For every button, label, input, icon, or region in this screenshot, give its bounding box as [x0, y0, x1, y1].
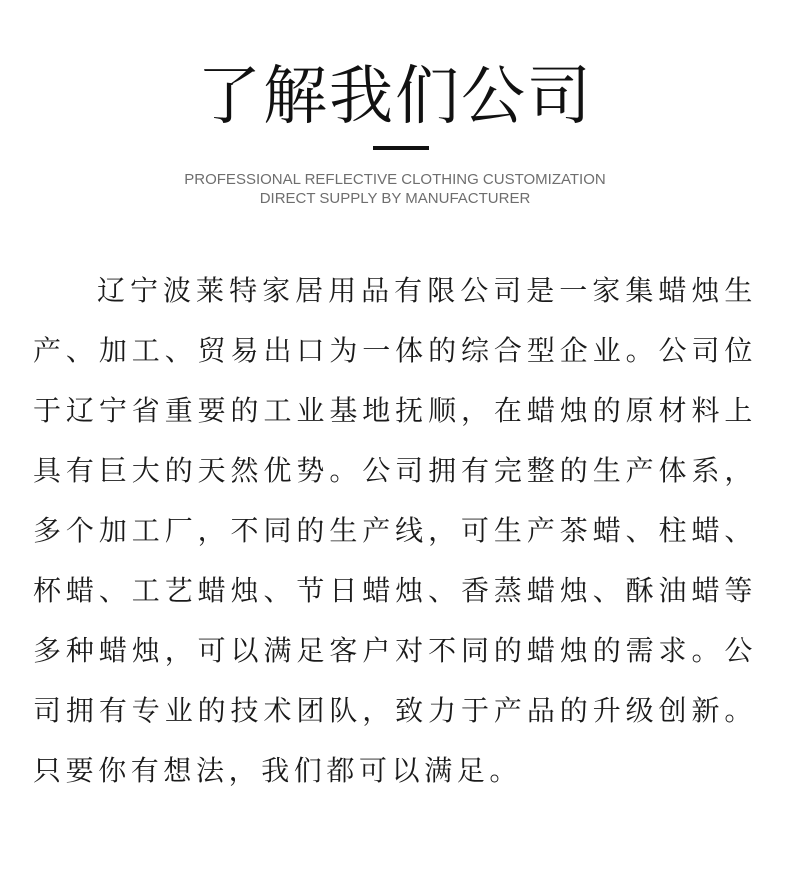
page-title: 了解我们公司 — [197, 60, 593, 134]
subtitle-line-2: DIRECT SUPPLY BY MANUFACTURER — [259, 190, 531, 207]
subtitle-line-1: PROFESSIONAL REFLECTIVE CLOTHING CUSTOMIZATION — [184, 171, 606, 188]
title-underline-divider — [373, 146, 429, 150]
subtitle — [0, 170, 790, 208]
company-description-paragraph: 辽宁波莱特家居用品有限公司是一家集蜡烛生产、加工、贸易出口为一体的综合型企业。公司位于辽宁省重要的工业基地抚顺，在蜡烛的原材料上具有巨大的天然优势。公司拥有完整的生产体系，多个加工厂，不同的生产线，可生产茶蜡、柱蜡、杯蜡、工艺蜡烛、节日蜡烛、香蒸蜡烛、酥油蜡等多种蜡烛，可以满足客户对不同的蜡烛的需求。公司拥有专业的技术团队，致力于产品的升级创新。只要你有想法，我们都可以满足。 — [33, 274, 757, 787]
